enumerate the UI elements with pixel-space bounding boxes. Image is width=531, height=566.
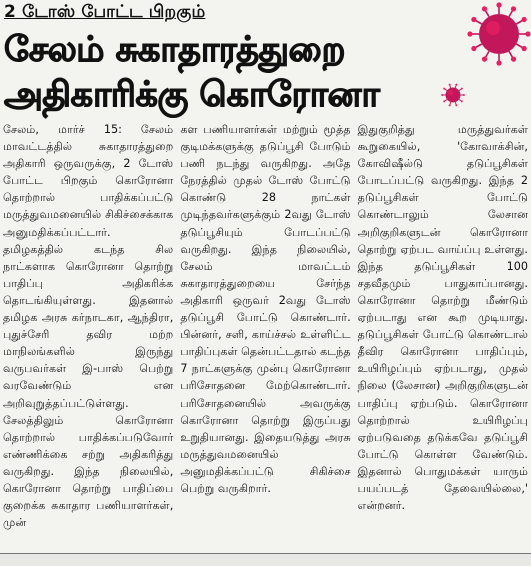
page-bottom-strip <box>0 553 531 566</box>
coronavirus-illustration-large <box>455 0 531 72</box>
headline-line-2: அதிகாரிக்கு கொரோனா <box>4 75 380 115</box>
column-1-text: சேலம், மார்ச் 15: சேலம் மாவட்டத்தில் சுகாதாரத்துறை அதிகாரி ஒருவருக்கு, 2 டோஸ் போட்ட பிறகும் கொரோனா தொற்றால் பாதிக்கப்பட்டு மருத்துவமனையில் சிகிச்சைக்காக அனுமதிக்கப்பட்டார். தமிழகத்தில் கடந்த சில நாட்களாக கொரோனா தொற்று பாதிப்பு அதிகரிக்க தொடங்கியுள்ளது. இதனால் தமிழக அரசு கர்நாடகா, ஆந்திரா, புதுச்சேரி தவிர மற்ற மாநிலங்களில் இருந்து வருபவர்கள் இ-பாஸ் பெற்று வரவேண்டும் என அறிவுறுத்தப்பட்டுள்ளது. சேலத்திலும் கொரோனா தொற்றால் பாதிக்கப்படுவோர் எண்ணிக்கை சற்று அதிகரித்து வருகிறது. இந்த நிலையில், கொரோனா தொற்று பாதிப்பை குறைக்க சுகாதார பணியாளர்கள், முன் <box>3 123 174 530</box>
article-column-1 <box>3 121 173 549</box>
article-column-3 <box>358 121 528 549</box>
article-kicker: 2 டோஸ் போட்ட பிறகும் <box>4 2 206 22</box>
headline-line-1: சேலம் சுகாதாரத்துறை <box>4 30 345 70</box>
coronavirus-illustration-small <box>438 80 468 110</box>
column-3-text: இதுகுறித்து மருத்துவர்கள் கூறுகையில், 'கோவாக்சின், கோவிஷீல்டு தடுப்பூசிகள் போடப்பட்டு வருகிறது. இந்த 2 தடுப்பூசிகள் போட்டு கொண்டாலும் லேசான அறிகுறிகளுடன் கொரோனா தொற்று ஏற்பட வாய்ப்பு உள்ளது. இந்த தடுப்பூசிகள் 100 சதவீதமும் பாதுகாப்பானது. கொரோனா தொற்று மீண்டும் ஏற்படாது என கூற முடியாது. தடுப்பூசிகள் போட்டு கொண்டால் தீவிர கொரோனா பாதிப்பும், உயிரிழப்பும் ஏற்படாது, முதல் நிலை (லேசான) அறிகுறிகளுடன் பாதிப்பு ஏற்படும். கொரோனா தொற்றால் உயிரிழப்பு ஏற்படுவதை தடுக்கவே தடுப்பூசி போட்டு கொள்ள வேண்டும். இதனால் பொதுமக்கள் யாரும் பயப்படத் தேவையில்லை,' என்றனர். <box>357 123 528 513</box>
article-column-2 <box>180 121 350 549</box>
column-2-text: கள பணியாளர்கள் மற்றும் மூத்த குடிமக்களுக்கு தடுப்பூசி போடும் பணி நடந்து வருகிறது. அதே நேரத்தில் முதல் டோஸ் போட்டு கொண்டு 28 நாட்கள் முடிந்தவர்களுக்கும் 2வது டோஸ் தடுப்பூசியும் போடப்பட்டு வருகிறது. இந்த நிலையில், சேலம் மாவட்டம் சுகாதாரத்துறையை சேர்ந்த அதிகாரி ஒருவர் 2வது டோஸ் தடுப்பூசி போட்டு கொண்டார். பின்னர், சளி, காய்ச்சல் உள்ளிட்ட பாதிப்புகள் தென்பட்டதால் கடந்த 7 நாட்களுக்கு முன்பு கொரோனா பரிசோதனை மேற்கொண்டார். பரிசோதனையில் அவருக்கு கொரோனா தொற்று இருப்பது உறுதியானது. இதையடுத்து அரசு மருத்துவமனையில் அனுமதிக்கப்பட்டு சிகிச்சை பெற்று வருகிறார். <box>180 123 351 495</box>
article-body <box>3 121 528 549</box>
